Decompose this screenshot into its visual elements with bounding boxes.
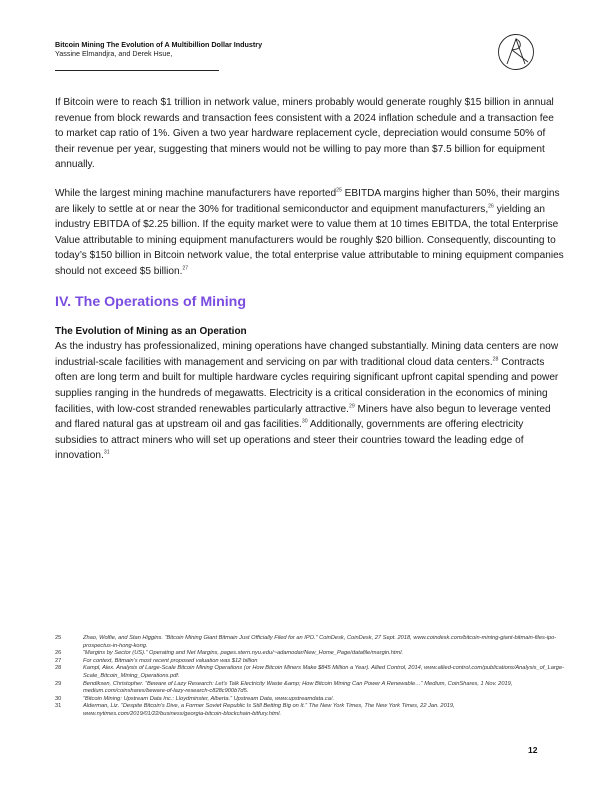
footnote-text: “Bitcoin Mining: Upstream Data Inc.: Lloydminster, Alberta.” Upstream Data, www.upstreamdata.ca/. [83,695,335,702]
paragraph-3 [55,339,565,464]
footnote-text: “Margins by Sector (US).” Operating and Net Margins, pages.stern.nyu.edu/~adamodar/New_Home_Page/datafile/margin.html. [83,650,404,657]
paragraph-3-text-c: Miners have also begun to leverage vented and flared natural gas at upstream oil and gas facilities. [55,403,551,431]
ark-logo-icon [497,33,535,71]
footnote-number: 26 [55,650,62,657]
paragraph-2-text-a: While the largest mining machine manufacturers have reported [55,187,337,199]
footnote-text: Bendiksen, Christopher. “Beware of Lazy Research: Let’s Talk Electricity Waste &amp; How Bitcoin Mining Can Power A Renewable…” Medium, CoinShares, 1 Nov. 2019, medium.com/coinshares/beware-of-lazy-research-c828c900b7d5. [83,680,513,695]
paragraph-2-text-c: yielding an industry EBITDA of $2.25 billion. If the equity market were to value them at 10 times EBITDA, the total Enterprise Value attributable to mining equipment manufacturers would be roughly $20 billion. Consequently, discounting to today’s $150 billion in Bitcoin network value, the total enterprise value attributable to mining equipment companies should not exceed $5 billion. [55,203,564,277]
subsection-heading: The Evolution of Mining as an Operation [55,325,247,337]
footnote-text: Zhao, Wolfie, and Stan Higgins. “Bitcoin Mining Giant Bitmain Just Officially Filed for an IPO.” CoinDesk, CoinDesk, 27 Sept. 2018, www.coindesk.com/bitcoin-mining-giant-bitmain-files-ipo-prospectus-in-hong-kong. [83,635,557,649]
paragraph-3-text-a: As the industry has professionalized, mining operations have changed substantially. Mining data centers are now industrial-scale facilities with management and servicing on par with traditional cloud data centers. [55,341,559,368]
footnote-ref-28: 28 [492,356,499,363]
paragraph-1-text: If Bitcoin were to reach $1 trillion in network value, miners probably would generate roughly $15 billion in annual revenue from block rewards and transaction fees consistent with a 2024 inflation schedule and a transaction fee to market cap ratio of 1%. Given a two year hardware replacement cycle, depreciation would consume 50% of their revenue per year, suggesting that miners would not be willing to pay more than $7.5 billion for equipment annually. [55,97,554,171]
header-rule [55,70,219,71]
footnote [55,650,565,658]
footnote-number: 30 [55,695,62,702]
footnote-number: 28 [55,665,62,672]
footnote-ref-26: 26 [488,203,494,210]
footnote-number: 31 [55,703,62,710]
footnote-ref-25: 25 [336,187,342,194]
footnote [55,681,565,696]
footnote [55,696,565,704]
footnote [55,665,565,680]
footnotes [55,635,565,719]
footnote-text: Alderman, Liz. “Despite Bitcoin’s Dive, a Former Soviet Republic Is Still Betting Big on It.” The New York Times, The New York Times, 22 Jan. 2019, www.nytimes.com/2019/01/22/business/georgia-bitcoin-blockchain-bitfury.html. [83,703,455,717]
main-body [55,95,565,477]
footnote-ref-30: 30 [301,418,308,425]
paragraph-1 [55,95,565,173]
footnote-number: 27 [55,657,62,664]
paragraph-3-text-d: Additionally, governments are offering electricity subsidies to attract miners who will set up operations and steer their countries toward the leading edge of innovation. [55,419,524,462]
footnote-ref-29: 29 [348,403,355,410]
section-heading: IV. The Operations of Mining [55,293,247,310]
header-authors: Yassine Elmandjra, and Derek Hsue, [55,49,173,58]
paragraph-2-text-b: EBITDA margins higher than 50%, their margins are likely to settle at or near the 30% for traditional semiconductor and equipment manufacturers, [55,187,560,215]
page-number: 12 [528,745,538,755]
running-header [55,40,475,58]
footnote-text: For context, Bitmain’s most recent proposed valuation was $12 billion [83,657,258,664]
footnote-text: Kampl, Alex. Analysis of Large-Scale Bitcoin Mining Operations (or How Bitcoin Miners Make $845 Million a Year). Allied Control, 2014, www.allied-control.com/publications/Analysis_of_Large-Scale_Bitcoin_Mining_Operations.pdf. [83,665,565,679]
footnote [55,635,565,650]
header-title: Bitcoin Mining The Evolution of A Multibillion Dollar Industry [55,40,263,49]
paragraph-3-text-b: Contracts often are long term and built for multiple hardware cycles requiring significant upfront capital spending and power supplies ranging in the hundreds of megawatts. Electricity is a critical consideration in the economics of mining facilities, with low-cost stranded renewables particularly attractive. [55,356,559,415]
footnote [55,703,565,718]
footnote-ref-27: 27 [182,265,189,272]
footnote-number: 25 [55,635,62,641]
footnote [55,658,565,666]
footnote-number: 29 [55,680,62,687]
paragraph-2 [55,186,565,280]
footnote-ref-31: 31 [103,449,110,456]
